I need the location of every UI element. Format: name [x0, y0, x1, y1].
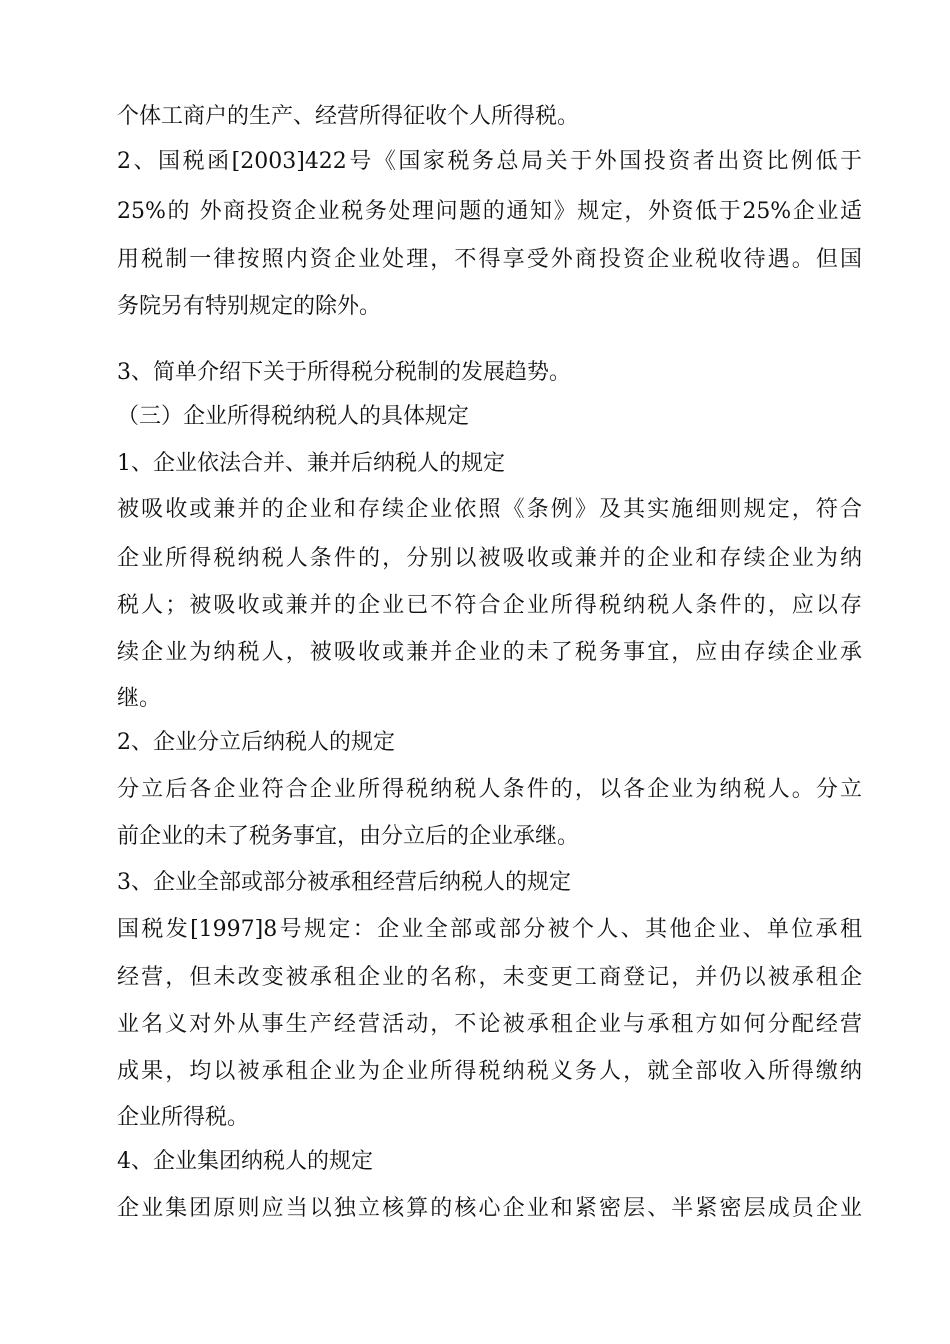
- text-line: 2、国税函[2003]422号《国家税务总局关于外国投资者出资比例低于: [117, 149, 862, 174]
- subsection-heading: 1、企业依法合并、兼并后纳税人的规定: [117, 451, 505, 476]
- text-line: 税人；被吸收或兼并的企业已不符合企业所得税纳税人条件的，应以存: [117, 593, 862, 618]
- section-heading: （三）企业所得税纳税人的具体规定: [117, 404, 470, 429]
- subsection-heading: 4、企业集团纳税人的规定: [117, 1149, 373, 1174]
- text-line: 个体工商户的生产、经营所得征收个人所得税。: [117, 104, 580, 129]
- text-line: 3、简单介绍下关于所得税分税制的发展趋势。: [117, 360, 571, 385]
- text-line: 续企业为纳税人，被吸收或兼并企业的未了税务事宜，应由存续企业承: [117, 640, 862, 665]
- text-line: 经营，但未改变被承租企业的名称，未变更工商登记，并仍以被承租企: [117, 965, 862, 990]
- text-line: 25%的 外商投资企业税务处理问题的通知》规定，外资低于25%企业适: [117, 199, 862, 224]
- subsection-heading: 2、企业分立后纳税人的规定: [117, 730, 395, 755]
- text-line: 分立后各企业符合企业所得税纳税人条件的，以各企业为纳税人。分立: [117, 777, 862, 802]
- text-line: 用税制一律按照内资企业处理，不得享受外商投资企业税收待遇。但国: [117, 247, 862, 272]
- text-line: 企业所得税纳税人条件的，分别以被吸收或兼并的企业和存续企业为纳: [117, 546, 862, 571]
- text-line: 企业集团原则应当以独立核算的核心企业和紧密层、半紧密层成员企业: [117, 1196, 862, 1221]
- text-line: 被吸收或兼并的企业和存续企业依照《条例》及其实施细则规定，符合: [117, 497, 862, 522]
- text-line: 务院另有特别规定的除外。: [117, 294, 382, 319]
- text-line: 企业所得税。: [117, 1105, 250, 1130]
- text-line: 业名义对外从事生产经营活动，不论被承租企业与承租方如何分配经营: [117, 1012, 862, 1037]
- text-line: 成果，均以被承租企业为企业所得税纳税义务人，就全部收入所得缴纳: [117, 1059, 862, 1084]
- subsection-heading: 3、企业全部或部分被承租经营后纳税人的规定: [117, 870, 571, 895]
- text-line: 继。: [117, 686, 162, 711]
- text-line: 国税发[1997]8号规定：企业全部或部分被个人、其他企业、单位承租: [117, 917, 862, 942]
- text-line: 前企业的未了税务事宜，由分立后的企业承继。: [117, 824, 580, 849]
